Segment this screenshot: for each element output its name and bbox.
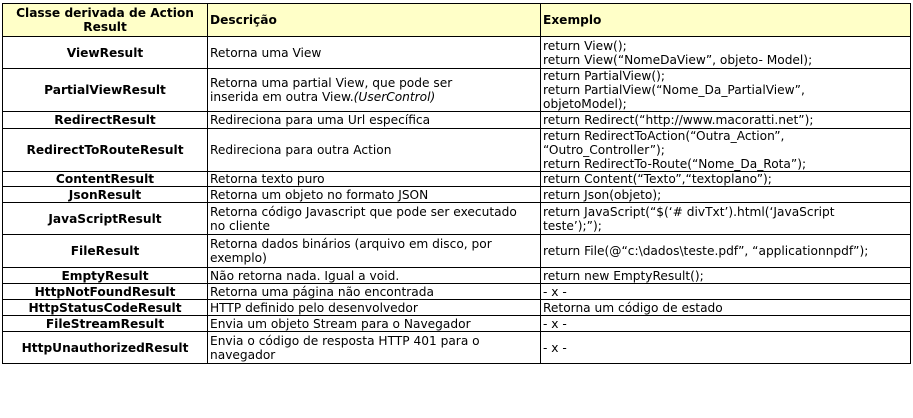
table-row <box>3 172 911 187</box>
action-result-table <box>2 3 911 364</box>
description-line <box>210 251 538 265</box>
table-row <box>3 37 911 69</box>
description-line <box>210 46 538 60</box>
description-text: exemplo) <box>210 251 267 265</box>
class-name-cell: ViewResult <box>3 37 208 69</box>
description-text: no cliente <box>210 218 271 233</box>
description-cell <box>208 235 541 268</box>
table-row <box>3 129 911 172</box>
example-line: return RedirectToAction(“Outra_Action”, <box>543 129 785 143</box>
description-line <box>210 90 538 104</box>
example-line: return Redirect(“http://www.macoratti.net”); <box>543 113 814 127</box>
example-line: “Outro_Controller”); <box>543 143 665 157</box>
example-cell <box>541 284 911 300</box>
class-name-cell: FileResult <box>3 235 208 268</box>
example-line: - x - <box>543 340 567 355</box>
description-cell <box>208 37 541 69</box>
example-line: return RedirectTo-Route(“Nome_Da_Rota”); <box>543 157 807 171</box>
example-line: return PartialView(“Nome_Da_PartialView”, <box>543 83 805 97</box>
example-cell <box>541 268 911 284</box>
example-line: return View(“NomeDaView”, objeto- Model); <box>543 52 813 67</box>
example-cell <box>541 69 911 112</box>
description-line <box>210 76 538 90</box>
table-row <box>3 268 911 284</box>
description-cell <box>208 316 541 332</box>
class-name-cell: HttpNotFoundResult <box>3 284 208 300</box>
action-result-table-wrapper <box>2 3 911 364</box>
example-line: return new EmptyResult(); <box>543 268 704 283</box>
example-cell <box>541 316 911 332</box>
description-text: inserida em outra View. <box>210 90 354 104</box>
description-text: Envia o código de resposta HTTP 401 para o <box>210 333 480 348</box>
class-name-cell: ContentResult <box>3 172 208 187</box>
example-line: return View(); <box>543 38 627 53</box>
description-cell <box>208 284 541 300</box>
example-cell <box>541 203 911 235</box>
class-name-cell: FileStreamResult <box>3 316 208 332</box>
description-line <box>210 317 538 331</box>
example-line: return PartialView(); <box>543 69 665 83</box>
example-line: return Json(objeto); <box>543 187 662 202</box>
table-row <box>3 300 911 316</box>
description-line <box>210 348 538 362</box>
description-line <box>210 269 538 283</box>
description-cell <box>208 332 541 364</box>
description-italic: (UserControl) <box>353 90 436 104</box>
table-row <box>3 316 911 332</box>
header-class: Classe derivada de Action Result <box>3 4 208 37</box>
table-row <box>3 203 911 235</box>
description-text: Não retorna nada. Igual a void. <box>210 268 400 283</box>
description-line <box>210 188 538 202</box>
description-text: Redireciona para outra Action <box>210 143 392 157</box>
description-cell <box>208 172 541 187</box>
description-cell <box>208 187 541 203</box>
class-name-cell: JsonResult <box>3 187 208 203</box>
description-text: HTTP definido pelo desenvolvedor <box>210 300 418 315</box>
table-row <box>3 112 911 129</box>
example-line: Retorna um código de estado <box>543 300 723 315</box>
description-text: Retorna uma partial View, que pode ser <box>210 76 453 90</box>
example-cell <box>541 112 911 129</box>
table-body <box>3 37 911 364</box>
header-example: Exemplo <box>541 4 911 37</box>
class-name-cell: EmptyResult <box>3 268 208 284</box>
description-line <box>210 219 538 233</box>
header-description: Descrição <box>208 4 541 37</box>
description-text: Retorna dados binários (arquivo em disco, por <box>210 237 492 251</box>
description-cell <box>208 300 541 316</box>
table-row <box>3 235 911 268</box>
class-name-cell: HttpUnauthorizedResult <box>3 332 208 364</box>
description-cell <box>208 203 541 235</box>
example-cell <box>541 172 911 187</box>
example-line: objetoModel); <box>543 97 627 111</box>
table-row <box>3 284 911 300</box>
description-text: Retorna texto puro <box>210 172 325 186</box>
description-line <box>210 334 538 348</box>
description-line <box>210 113 538 127</box>
description-line <box>210 285 538 299</box>
class-name-cell: PartialViewResult <box>3 69 208 112</box>
description-text: Envia um objeto Stream para o Navegador <box>210 316 471 331</box>
example-line: - x - <box>543 316 567 331</box>
table-row <box>3 332 911 364</box>
table-row <box>3 187 911 203</box>
class-name-cell: RedirectToRouteResult <box>3 129 208 172</box>
description-line <box>210 143 538 157</box>
description-text: navegador <box>210 347 276 362</box>
description-cell <box>208 112 541 129</box>
description-cell <box>208 268 541 284</box>
class-name-cell: HttpStatusCodeResult <box>3 300 208 316</box>
description-text: Redireciona para uma Url específica <box>210 113 431 127</box>
example-line: return File(@“c:\dados\teste.pdf”, “applicationnpdf”); <box>543 244 869 258</box>
example-cell <box>541 235 911 268</box>
class-name-cell: RedirectResult <box>3 112 208 129</box>
example-cell <box>541 332 911 364</box>
example-line: teste’);”); <box>543 218 602 233</box>
example-cell <box>541 37 911 69</box>
example-cell <box>541 300 911 316</box>
description-line <box>210 301 538 315</box>
description-line <box>210 172 538 186</box>
header-row <box>3 4 911 37</box>
example-line: - x - <box>543 284 567 299</box>
description-text: Retorna uma View <box>210 45 322 60</box>
table-row <box>3 69 911 112</box>
example-line: return Content(“Texto”,“textoplano”); <box>543 172 772 186</box>
class-name-cell: JavaScriptResult <box>3 203 208 235</box>
description-text: Retorna uma página não encontrada <box>210 284 434 299</box>
example-cell <box>541 187 911 203</box>
example-cell <box>541 129 911 172</box>
description-line <box>210 237 538 251</box>
description-cell <box>208 129 541 172</box>
description-text: Retorna um objeto no formato JSON <box>210 187 429 202</box>
example-line: return JavaScript(“$(‘# divTxt’).html(‘JavaScript <box>543 204 835 219</box>
description-text: Retorna código Javascript que pode ser executado <box>210 204 517 219</box>
description-line <box>210 205 538 219</box>
description-cell <box>208 69 541 112</box>
